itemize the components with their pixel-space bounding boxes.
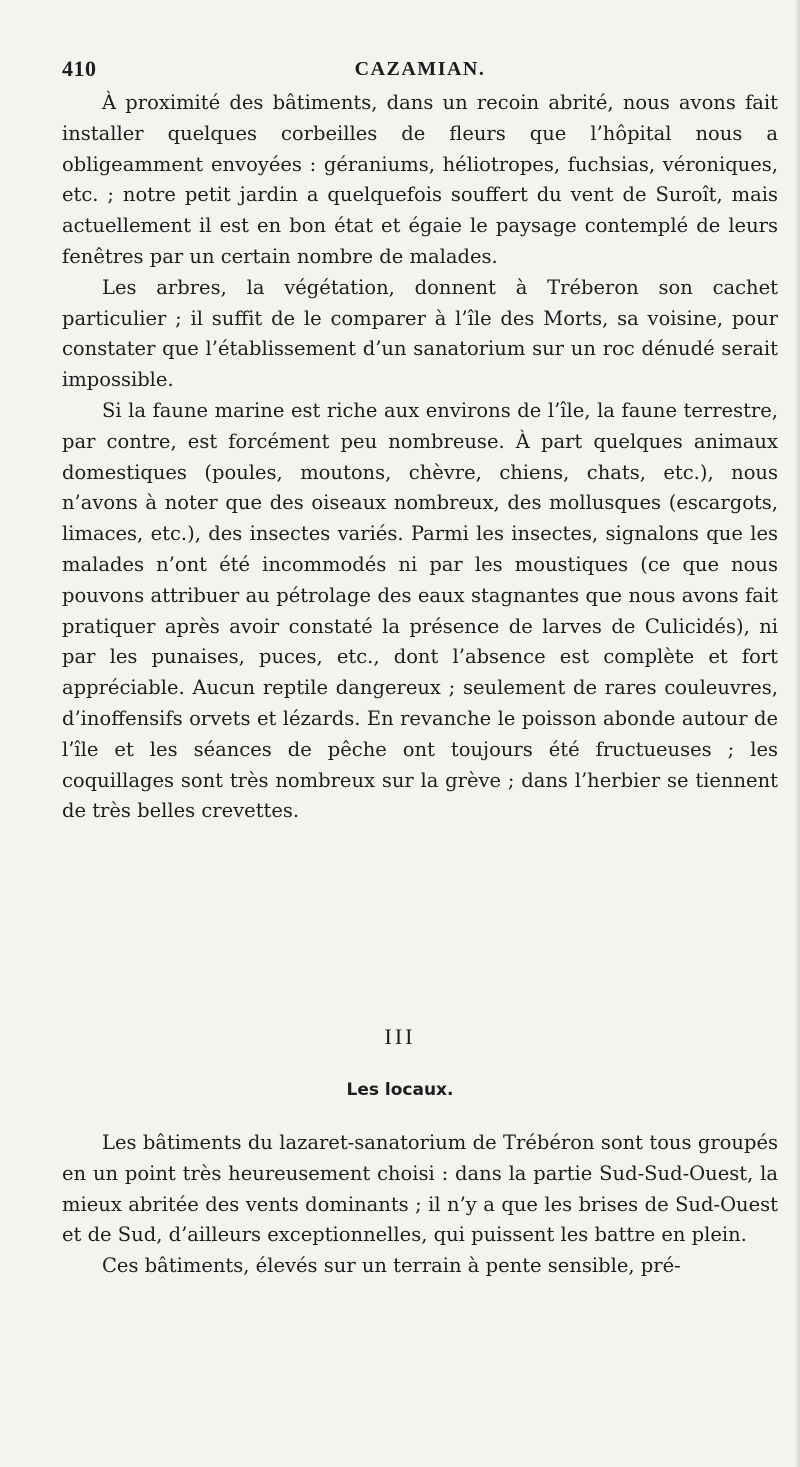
section-number: III [384, 1024, 416, 1049]
page-edge-shadow [794, 0, 800, 1467]
paragraph-buildings-terrain: Ces bâtiments, élevés sur un terrain à pente sensible, pré- [102, 1254, 681, 1278]
running-head: CAZAMIAN. [354, 58, 486, 80]
paragraph-buildings-location: Les bâtiments du lazaret-sanatorium de Trébéron sont tous groupés en un point très heureusement choisi : dans la partie Sud-Sud-Ouest, la mieux abritée des vents dominants ; il n’y a que les brises de Sud-Ouest et de Sud, d’ailleurs exceptionnelles, qui puissent les battre en plein. [62, 1131, 778, 1247]
body-text-section [62, 1128, 778, 1282]
body-text-before-section [62, 88, 778, 827]
paragraph-fauna: Si la faune marine est riche aux environs de l’île, la faune terrestre, par contre, est forcément peu nombreuse. À part quelques animaux domestiques (poules, moutons, chèvre, chiens, chats, etc.), nous n’avons à noter que des oiseaux nombreux, des mollusques (escargots, limaces, etc.), des insectes variés. Parmi les insectes, signalons que les malades n’ont été incommodés ni par les moustiques (ce que nous pouvons attribuer au pétrolage des eaux stagnantes que nous avons fait pratiquer après avoir constaté la présence de larves de Culicidés), ni par les punaises, puces, etc., dont l’absence est complète et fort appréciable. Aucun reptile dangereux ; seulement de rares couleuvres, d’inoffensifs orvets et lézards. En revanche le poisson abonde autour de l’île et les séances de pêche ont toujours été fructueuses ; les coquillages sont très nombreux sur la grève ; dans l’herbier se tiennent de très belles crevettes. [62, 398, 778, 823]
page-header [62, 56, 778, 90]
page-number: 410 [62, 56, 97, 81]
section-title: Les locaux. [346, 1080, 454, 1100]
paragraph-garden: À proximité des bâtiments, dans un recoin abrité, nous avons fait installer quelques corbeilles de fleurs que l’hôpital nous a obligeamment envoyées : géraniums, héliotropes, fuchsias, véroniques, etc. ; notre petit jardin a quelquefois souffert du vent de Suroît, mais actuellement il est en bon état et égaie le paysage contemplé de leurs fenêtres par un certain nombre de malades. [62, 91, 778, 268]
paragraph-vegetation: Les arbres, la végétation, donnent à Tréberon son cachet particulier ; il suffit de le comparer à l’île des Morts, sa voisine, pour constater que l’établissement d’un sanatorium sur un roc dénudé serait impossible. [62, 275, 778, 392]
